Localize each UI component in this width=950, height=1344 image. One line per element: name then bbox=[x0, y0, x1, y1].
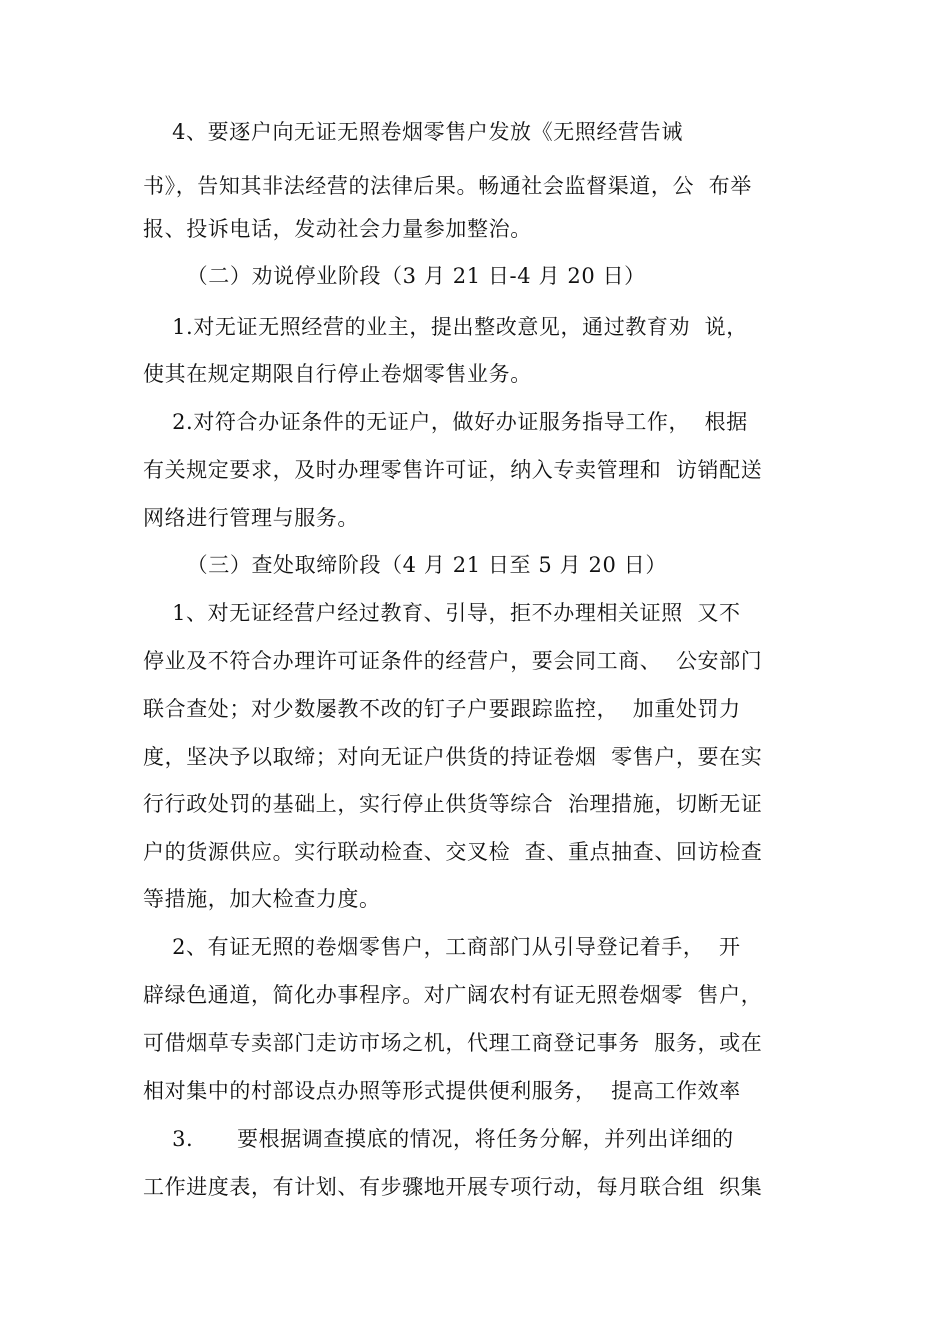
text-line: 可借烟草专卖部门走访市场之机，代理工商登记事务 服务，或在 bbox=[143, 1031, 763, 1055]
text-line: 使其在规定期限自行停止卷烟零售业务。 bbox=[143, 362, 532, 386]
text-line: 辟绿色通道，简化办事程序。对广阔农村有证无照卷烟零 售户， bbox=[143, 983, 763, 1007]
text-line: 行行政处罚的基础上，实行停止供货等综合 治理措施，切断无证 bbox=[143, 792, 763, 816]
text-line: 1.对无证无照经营的业主，提出整改意见，通过教育劝 说， bbox=[143, 315, 748, 339]
text-line: 工作进度表，有计划、有步骤地开展专项行动，每月联合组 织集 bbox=[143, 1175, 763, 1199]
text-line: 3. 要根据调查摸底的情况，将任务分解，并列出详细的 bbox=[143, 1127, 734, 1151]
text-line: 报、投诉电话，发动社会力量参加整治。 bbox=[143, 217, 532, 241]
text-line: 1、对无证经营户经过教育、引导，拒不办理相关证照 又不 bbox=[143, 601, 741, 625]
text-line: 2.对符合办证条件的无证户，做好办证服务指导工作， 根据 bbox=[143, 410, 748, 434]
text-line: 4、要逐户向无证无照卷烟零售户发放《无照经营告诫 bbox=[143, 120, 683, 144]
text-line: 联合查处；对少数屡教不改的钉子户要跟踪监控， 加重处罚力 bbox=[143, 697, 741, 721]
text-line: 书》，告知其非法经营的法律后果。畅通社会监督渠道，公 布举 bbox=[143, 174, 752, 198]
text-line: 相对集中的村部设点办照等形式提供便利服务， 提高工作效率 bbox=[143, 1079, 741, 1103]
text-line: 等措施，加大检查力度。 bbox=[143, 887, 381, 911]
text-line: 2、有证无照的卷烟零售户，工商部门从引导登记着手， 开 bbox=[143, 935, 741, 959]
text-line: 度，坚决予以取缔；对向无证户供货的持证卷烟 零售户，要在实 bbox=[143, 745, 763, 769]
text-line: 有关规定要求，及时办理零售许可证，纳入专卖管理和 访销配送 bbox=[143, 458, 763, 482]
text-line: 停业及不符合办理许可证条件的经营户，要会同工商、 公安部门 bbox=[143, 649, 763, 673]
section-heading: （二）劝说停业阶段（3 月 21 日-4 月 20 日） bbox=[143, 264, 646, 288]
text-line: 户的货源供应。实行联动检查、交叉检 查、重点抽查、回访检查 bbox=[143, 840, 763, 864]
text-line: 网络进行管理与服务。 bbox=[143, 506, 359, 530]
section-heading: （三）查处取缔阶段（4 月 21 日至 5 月 20 日） bbox=[143, 553, 667, 577]
